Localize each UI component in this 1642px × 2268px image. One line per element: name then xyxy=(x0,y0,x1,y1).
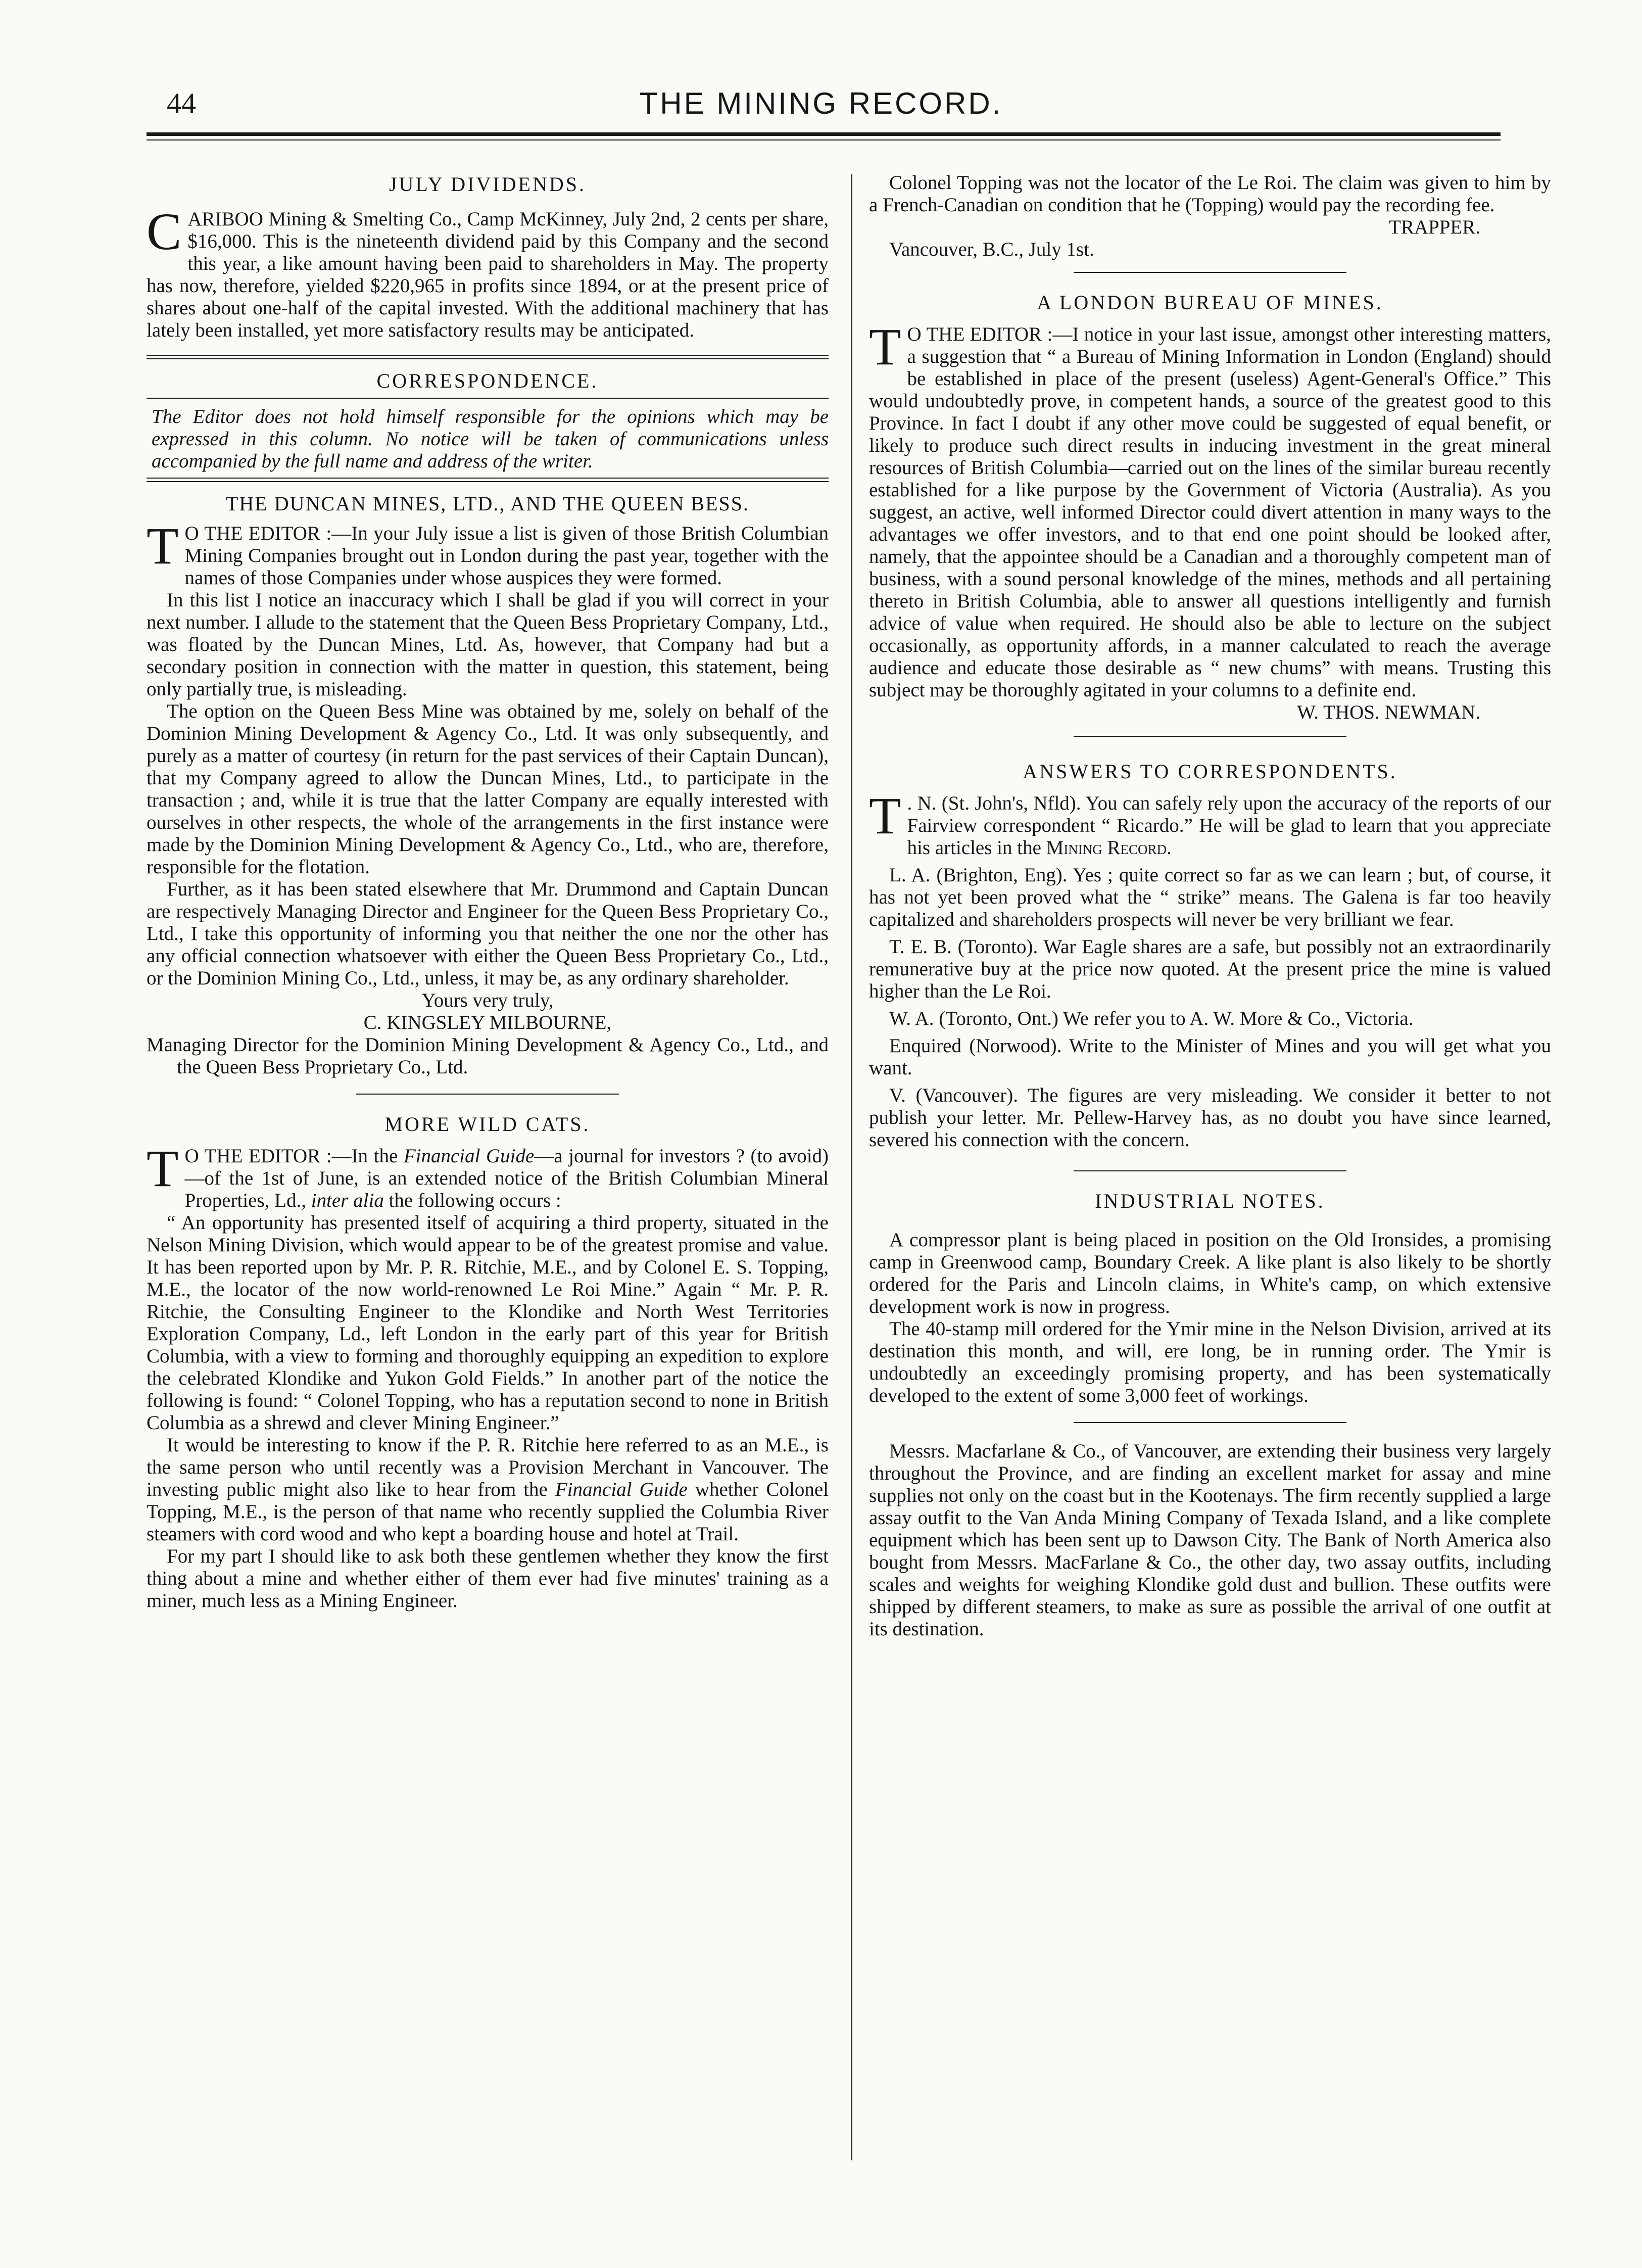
wild-cats-paragraph xyxy=(147,1140,829,1212)
bureau-text: O THE EDITOR :—I notice in your last issue, amongst other interesting matters, a suggestion that “ a Bureau of Mining Information in London (England) should be established in place of the present (useless) Agent-General's Office.” This would undoubtedly prove, in competent hands, a source of the greatest good to this Province. In fact I doubt if any other move could be suggested of equal benefit, or likely to produce such direct results in inducing investment in the great mineral resources of British Columbia—carried out on the lines of the similar bureau recently established for a like purpose by the Government of Victoria (Australia). As you suggest, an active, well informed Director could divert attention in many ways to the advantages we offer investors, and to that end one point should be looked after, namely, that the appointee should be a Canadian and a thoroughly competent man of business, with a sound personal knowledge of the mines, methods and all pertaining thereto in British Columbia, able to answer all questions intelligently and furnish advice of value when required. He should also be able to lecture on the subject occasionally, as opportunity affords, in a manner calculated to reach the average audience and educate those desirable as “ new chums” with means. Trusting this subject may be thoroughly agitated in your columns to a definite end. xyxy=(869,323,1551,701)
signatory-title: Managing Director for the Dominion Mining Development & Agency Co., Ltd., and the Queen Bess Proprietary Co., Ltd. xyxy=(147,1034,829,1078)
journal-name: Financial Guide xyxy=(555,1479,688,1500)
section-heading-industrial-notes: INDUSTRIAL NOTES. xyxy=(1095,1190,1325,1212)
text-span: whether Colonel Topping, M.E., is the person of that name who recently supplied the Columbia River steamers with cord wood and who kept a boarding house and hotel at Trail. xyxy=(147,1479,829,1545)
letter-signature: C. KINGSLEY MILBOURNE, xyxy=(363,1012,612,1033)
duncan-paragraph: The option on the Queen Bess Mine was obtained by me, solely on behalf of the Dominion Mining Development & Agency Co., Ltd. It was only subsequently, and purely as a matter of courtesy (in return for the past services of their Captain Duncan), that my Company agreed to allow the Duncan Mines, Ltd., to participate in the transaction ; and, while it is true that the latter Company are equally interested with ourselves in other respects, the whole of the arrangements in the first instance were made by the Dominion Mining Development & Agency Co., Ltd., who are, therefore, responsible for the flotation. xyxy=(147,700,829,878)
drop-cap: T xyxy=(869,787,901,845)
duncan-paragraph xyxy=(147,517,829,589)
drop-cap: T xyxy=(147,517,179,575)
text-span: . xyxy=(1167,837,1172,859)
letter-closing: Yours very truly, xyxy=(421,989,554,1011)
dividends-paragraph xyxy=(147,203,829,342)
industrial-paragraph: The 40-stamp mill ordered for the Ymir mine in the Nelson Division, arrived at its destination this month, and will, ere long, be in running order. The Ymir is undoubtedly an exceedingly promising property, and has been systematically developed to the extent of some 3,000 feet of workings. xyxy=(869,1318,1551,1406)
answer-item: L. A. (Brighton, Eng). Yes ; quite correct so far as we can learn ; but, of course, it has not yet been proved what the “ strike” means. The Galena is far too heavily capitalized and shareholders prospects will never be very brilliant we fear. xyxy=(869,864,1551,930)
latin-phrase: inter alia xyxy=(311,1190,384,1211)
section-heading-duncan-mines: THE DUNCAN MINES, LTD., AND THE QUEEN BESS. xyxy=(225,492,750,515)
header-rule-thick xyxy=(147,132,1501,136)
industrial-paragraph: A compressor plant is being placed in position on the Old Ironsides, a promising camp in Greenwood camp, Boundary Creek. A like plant is also likely to be shortly ordered for the Paris and Lincoln claims, in White's camp, on which extensive development work is now in progress. xyxy=(869,1229,1551,1317)
text-span: It would be interesting to know if the P. R. Ritchie here referred to as an M.E., is the same person who until recently was a Provision Merchant in Vancouver. The investing public might also like to hear from the xyxy=(147,1434,829,1500)
text-span: O THE EDITOR :—In the xyxy=(184,1145,404,1167)
section-heading-correspondence: CORRESPONDENCE. xyxy=(376,369,599,392)
text-span: . N. (St. John's, Nfld). You can safely rely upon the accuracy of the reports of our Fairview correspondent “ Ricardo.” He will be glad to learn that you appreciate his articles in the xyxy=(907,792,1551,859)
industrial-paragraph: Messrs. Macfarlane & Co., of Vancouver, are extending their business very largely throughout the Province, and are finding an excellent market for assay and mine supplies not only on the coast but in the Kootenays. The firm recently supplied a large assay outfit to the Van Anda Mining Company of Texada Island, and a like complete equipment which has been sent up to Dawson City. The Bank of North America also bought from Messrs. MacFarlane & Co., the other day, two assay outfits, including scales and weights for weighing Klondike gold dust and bullion. These outfits were shipped by different steamers, to make as sure as possible the arrival of one outfit at its destination. xyxy=(869,1440,1551,1640)
wild-cats-paragraph: Colonel Topping was not the locator of the Le Roi. The claim was given to him by a French-Canadian on condition that he (Topping) would pay the recording fee. xyxy=(869,172,1551,216)
page-number: 44 xyxy=(167,87,196,120)
right-column xyxy=(869,172,1551,1640)
answer-item: V. (Vancouver). The figures are very misleading. We consider it better to not publish your letter. Mr. Pellew-Harvey has, as no doubt you have since learned, severed his connection with the concern. xyxy=(869,1084,1551,1151)
quoted-notice: “ An opportunity has presented itself of acquiring a third property, situated in the Nelson Mining Division, which would appear to be of the greatest promise and value. It has been reported upon by Mr. P. R. Ritchie, M.E., and by Colonel E. S. Topping, M.E., the locator of the now world-renowned Le Roi Mine.” Again “ Mr. P. R. Ritchie, the Consulting Engineer to the Klondike and North West Territories Exploration Company, Ld., left London in the early part of this year for British Columbia, with a view to forming and thoroughly equipping an expedition to explore the celebrated Klondike and Yukon Gold Fields.” In another part of the notice the following is found: “ Colonel Topping, who has a reputation second to none in British Columbia as a shrewd and clever Mining Engineer.” xyxy=(147,1212,829,1434)
text-span: —a journal for investors ? (to avoid)—of the 1st of June, is an extended notice of the British Columbian Mineral Properties, Ld., xyxy=(184,1145,829,1211)
duncan-text-1: O THE EDITOR :—In your July issue a list is given of those British Columbian Mining Companies brought out in London during the past year, together with the names of those Companies under whose auspices they were formed. xyxy=(184,523,829,589)
drop-cap: T xyxy=(869,318,901,376)
section-heading-july-dividends: JULY DIVIDENDS. xyxy=(389,173,587,196)
answer-item: W. A. (Toronto, Ont.) We refer you to A. W. More & Co., Victoria. xyxy=(889,1008,1414,1029)
answer-item: Enquired (Norwood). Write to the Minister of Mines and you will get what you want. xyxy=(869,1035,1551,1079)
drop-cap: C xyxy=(147,203,182,261)
dividends-text: ARIBOO Mining & Smelting Co., Camp McKinney, July 2nd, 2 cents per share, $16,000. This is the nineteenth dividend paid by this Company and the second this year, a like amount having been paid to shareholders in May. The property has now, therefore, yielded $220,965 in profits since 1894, or at the present price of shares about one-half of the capital invested. With the additional machinery that has lately been installed, yet more satisfactory results may be anticipated. xyxy=(147,208,829,341)
editor-disclaimer: The Editor does not hold himself responsible for the opinions which may be expressed in this column. No notice will be taken of communications unless accompanied by the full name and address of the writer. xyxy=(152,406,829,472)
duncan-paragraph: In this list I notice an inaccuracy which I shall be glad if you will correct in your next number. I allude to the statement that the Queen Bess Proprietary Company, Ltd., was floated by the Duncan Mines, Ltd. As, however, that Company had but a secondary position in connection with the matter in question, this statement, being only partially true, is misleading. xyxy=(147,589,829,700)
section-double-rule xyxy=(147,355,829,359)
section-heading-wild-cats: MORE WILD CATS. xyxy=(384,1113,591,1136)
letter-signature: W. THOS. NEWMAN. xyxy=(1297,701,1480,723)
drop-cap: T xyxy=(147,1140,179,1198)
dateline: Vancouver, B.C., July 1st. xyxy=(889,239,1094,260)
section-heading-answers: ANSWERS TO CORRESPONDENTS. xyxy=(1023,760,1397,783)
journal-title: THE MINING RECORD. xyxy=(639,86,1003,120)
wild-cats-paragraph xyxy=(147,1434,829,1545)
wild-cats-paragraph: For my part I should like to ask both these gentlemen whether they know the first thing about a mine and whether either of them ever had five minutes' training as a miner, much less as a Mining Engineer. xyxy=(147,1545,829,1612)
journal-name: Financial Guide xyxy=(403,1145,535,1167)
section-heading-london-bureau: A LONDON BUREAU OF MINES. xyxy=(1037,291,1383,314)
letter-signature: TRAPPER. xyxy=(1389,216,1480,238)
answer-item xyxy=(869,787,1551,859)
answer-item: T. E. B. (Toronto). War Eagle shares are a safe, but possibly not an extraordinarily remunerative buy at the price now quoted. At the present price the mine is valued higher than the Le Roi. xyxy=(869,936,1551,1002)
header-rule-thin xyxy=(147,139,1501,140)
duncan-paragraph: Further, as it has been stated elsewhere that Mr. Drummond and Captain Duncan are respectively Managing Director and Engineer for the Queen Bess Proprietary Co., Ltd., I take this opportunity of informing you that neither the one nor the other has any official connection whatsoever with either the Queen Bess Proprietary Co., Ltd., or the Dominion Mining Co., Ltd., unless, it may be, as any ordinary shareholder. xyxy=(147,878,829,989)
left-column xyxy=(147,172,829,1612)
section-double-rule xyxy=(147,478,829,482)
journal-name: Mining Record xyxy=(1046,837,1167,859)
bureau-paragraph xyxy=(869,318,1551,701)
text-span: the following occurs : xyxy=(383,1190,561,1211)
column-divider xyxy=(851,174,852,2160)
